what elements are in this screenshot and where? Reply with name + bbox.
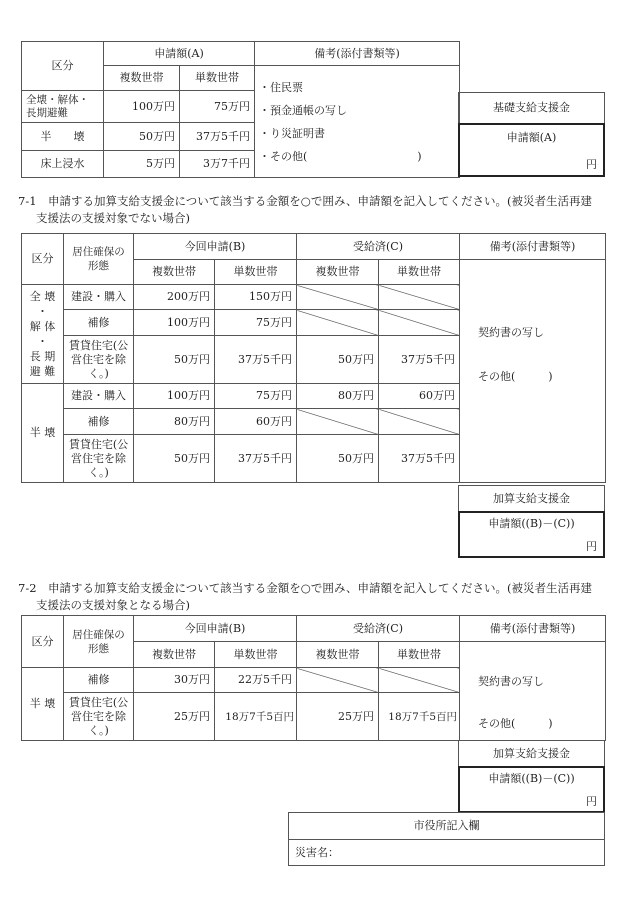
header-current-b: 今回申請(B) xyxy=(134,616,297,642)
disaster-name-label: 災害名： xyxy=(295,846,339,859)
section-7-1-heading xyxy=(18,193,628,227)
amount-label: 申請額(A) xyxy=(506,131,557,144)
heading-line: 支援法の支援対象となる場合) xyxy=(36,598,190,612)
remark-item: ・住民票 xyxy=(259,81,303,94)
amount-cell[interactable]: 100万円 xyxy=(134,384,215,409)
section-7-2-heading xyxy=(18,580,628,614)
additional-support-title-text: 加算支給支援金 xyxy=(493,492,570,505)
additional-support-title-1 xyxy=(458,485,605,512)
additional-support-amount-box-2[interactable] xyxy=(458,766,605,813)
group-label-half: 半 壊 xyxy=(22,384,64,483)
header-single: 単数世帯 xyxy=(215,260,297,285)
header-single: 単数世帯 xyxy=(379,260,460,285)
row-category: 全壊・解体・長期避難 xyxy=(22,91,104,123)
disaster-name-field[interactable] xyxy=(288,839,605,866)
additional-support-title-2 xyxy=(458,740,605,767)
amount-cell[interactable]: 37万5千円 xyxy=(379,435,460,483)
label-part: ・ xyxy=(37,305,48,318)
header-remarks: 備考(添付書類等) xyxy=(460,616,606,642)
remarks-cell xyxy=(460,260,606,483)
amount-cell[interactable]: 3万7千円 xyxy=(180,151,255,178)
header-amount-a: 申請額(A) xyxy=(104,42,255,66)
amount-cell[interactable]: 100万円 xyxy=(134,310,215,336)
header-single: 単数世帯 xyxy=(215,642,297,668)
remark-item: ・その他( ) xyxy=(259,150,422,163)
remark-item: ・預金通帳の写し xyxy=(259,104,347,117)
amount-cell[interactable]: 18万7千5百円 xyxy=(215,693,297,741)
housing-type: 補修 xyxy=(64,409,134,435)
housing-type: 賃貸住宅(公営住宅を除く。) xyxy=(64,336,134,384)
amount-cell[interactable]: 150万円 xyxy=(215,285,297,310)
additional-support-title-text: 加算支給支援金 xyxy=(493,747,570,760)
amount-cell[interactable]: 50万円 xyxy=(297,435,379,483)
basic-support-title-text: 基礎支給支援金 xyxy=(493,101,570,114)
header-category: 区分 xyxy=(22,234,64,285)
heading-line: 支援法の支援対象でない場合) xyxy=(36,211,190,225)
housing-type: 賃貸住宅(公営住宅を除く。) xyxy=(64,693,134,741)
header-single: 単数世帯 xyxy=(379,642,460,668)
amount-cell[interactable]: 25万円 xyxy=(134,693,215,741)
label-part: 避 難 xyxy=(29,365,56,378)
amount-cell[interactable]: 50万円 xyxy=(297,336,379,384)
na-cell xyxy=(379,409,460,435)
amount-cell[interactable]: 75万円 xyxy=(180,91,255,123)
header-housing: 居住確保の形態 xyxy=(64,234,134,285)
city-office-title-text: 市役所記入欄 xyxy=(413,819,480,832)
amount-cell[interactable]: 50万円 xyxy=(134,336,215,384)
remark-item: 契約書の写し xyxy=(478,675,545,688)
header-multi: 複数世帯 xyxy=(297,260,379,285)
amount-cell[interactable]: 60万円 xyxy=(379,384,460,409)
additional-support-amount-box-1[interactable] xyxy=(458,511,605,558)
amount-cell[interactable]: 37万5千円 xyxy=(379,336,460,384)
amount-cell[interactable]: 75万円 xyxy=(215,310,297,336)
amount-cell[interactable]: 37万5千円 xyxy=(180,123,255,151)
housing-type: 建設・購入 xyxy=(64,384,134,409)
header-single: 単数世帯 xyxy=(180,66,255,91)
yen-unit: 円 xyxy=(586,795,597,808)
section-7-1-table xyxy=(21,233,606,483)
amount-cell[interactable]: 37万5千円 xyxy=(215,435,297,483)
amount-label: 申請額((B)－(C)) xyxy=(488,517,575,530)
header-remarks: 備考(添付書類等) xyxy=(255,42,460,66)
basic-support-title xyxy=(458,92,605,124)
header-category: 区分 xyxy=(22,42,104,91)
label-part: 全 壊 xyxy=(29,290,56,303)
amount-cell[interactable]: 5万円 xyxy=(104,151,180,178)
label-part: 解 体 xyxy=(29,320,56,333)
na-cell xyxy=(379,285,460,310)
remarks-list xyxy=(255,66,460,178)
amount-cell[interactable]: 50万円 xyxy=(134,435,215,483)
housing-type: 補修 xyxy=(64,668,134,693)
heading-line: 7-1 申請する加算支給支援金について該当する金額を○で囲み、申請額を記入してください。(被災者生活再建 xyxy=(18,194,592,208)
amount-cell[interactable]: 50万円 xyxy=(104,123,180,151)
header-received-c: 受給済(C) xyxy=(297,616,460,642)
amount-cell[interactable]: 30万円 xyxy=(134,668,215,693)
header-remarks: 備考(添付書類等) xyxy=(460,234,606,260)
row-category: 床上浸水 xyxy=(22,151,104,178)
remark-item: その他( ) xyxy=(478,717,553,730)
na-cell xyxy=(297,668,379,693)
header-category: 区分 xyxy=(22,616,64,668)
remarks-cell xyxy=(460,642,606,741)
header-multi: 複数世帯 xyxy=(134,642,215,668)
remark-item: 契約書の写し xyxy=(478,326,545,339)
basic-support-amount-box[interactable] xyxy=(458,123,605,177)
yen-unit: 円 xyxy=(586,540,597,553)
amount-cell[interactable]: 60万円 xyxy=(215,409,297,435)
housing-type: 補修 xyxy=(64,310,134,336)
housing-type: 建設・購入 xyxy=(64,285,134,310)
amount-cell[interactable]: 75万円 xyxy=(215,384,297,409)
amount-cell[interactable]: 80万円 xyxy=(297,384,379,409)
yen-unit: 円 xyxy=(586,158,597,171)
amount-cell[interactable]: 80万円 xyxy=(134,409,215,435)
remark-item: ・り災証明書 xyxy=(259,127,325,140)
header-housing: 居住確保の形態 xyxy=(64,616,134,668)
header-multi: 複数世帯 xyxy=(297,642,379,668)
amount-cell[interactable]: 18万7千5百円 xyxy=(379,693,460,741)
heading-line: 7-2 申請する加算支給支援金について該当する金額を○で囲み、申請額を記入してください。(被災者生活再建 xyxy=(18,581,592,595)
amount-cell[interactable]: 100万円 xyxy=(104,91,180,123)
na-cell xyxy=(379,668,460,693)
header-received-c: 受給済(C) xyxy=(297,234,460,260)
amount-cell[interactable]: 200万円 xyxy=(134,285,215,310)
label-part: ・ xyxy=(37,335,48,348)
header-multi: 複数世帯 xyxy=(104,66,180,91)
amount-cell[interactable]: 37万5千円 xyxy=(215,336,297,384)
na-cell xyxy=(297,285,379,310)
amount-cell[interactable]: 22万5千円 xyxy=(215,668,297,693)
section-7-2-table xyxy=(21,615,606,741)
group-label-full xyxy=(22,285,64,384)
basic-support-table xyxy=(21,41,460,178)
remark-item: その他( ) xyxy=(478,370,553,383)
amount-cell[interactable]: 25万円 xyxy=(297,693,379,741)
na-cell xyxy=(297,409,379,435)
group-label-half: 半 壊 xyxy=(22,668,64,741)
na-cell xyxy=(297,310,379,336)
row-category: 半 壊 xyxy=(22,123,104,151)
housing-type: 賃貸住宅(公営住宅を除く。) xyxy=(64,435,134,483)
city-office-title xyxy=(288,812,605,840)
header-current-b: 今回申請(B) xyxy=(134,234,297,260)
na-cell xyxy=(379,310,460,336)
header-multi: 複数世帯 xyxy=(134,260,215,285)
amount-label: 申請額((B)－(C)) xyxy=(488,772,575,785)
label-part: 長 期 xyxy=(29,350,56,363)
